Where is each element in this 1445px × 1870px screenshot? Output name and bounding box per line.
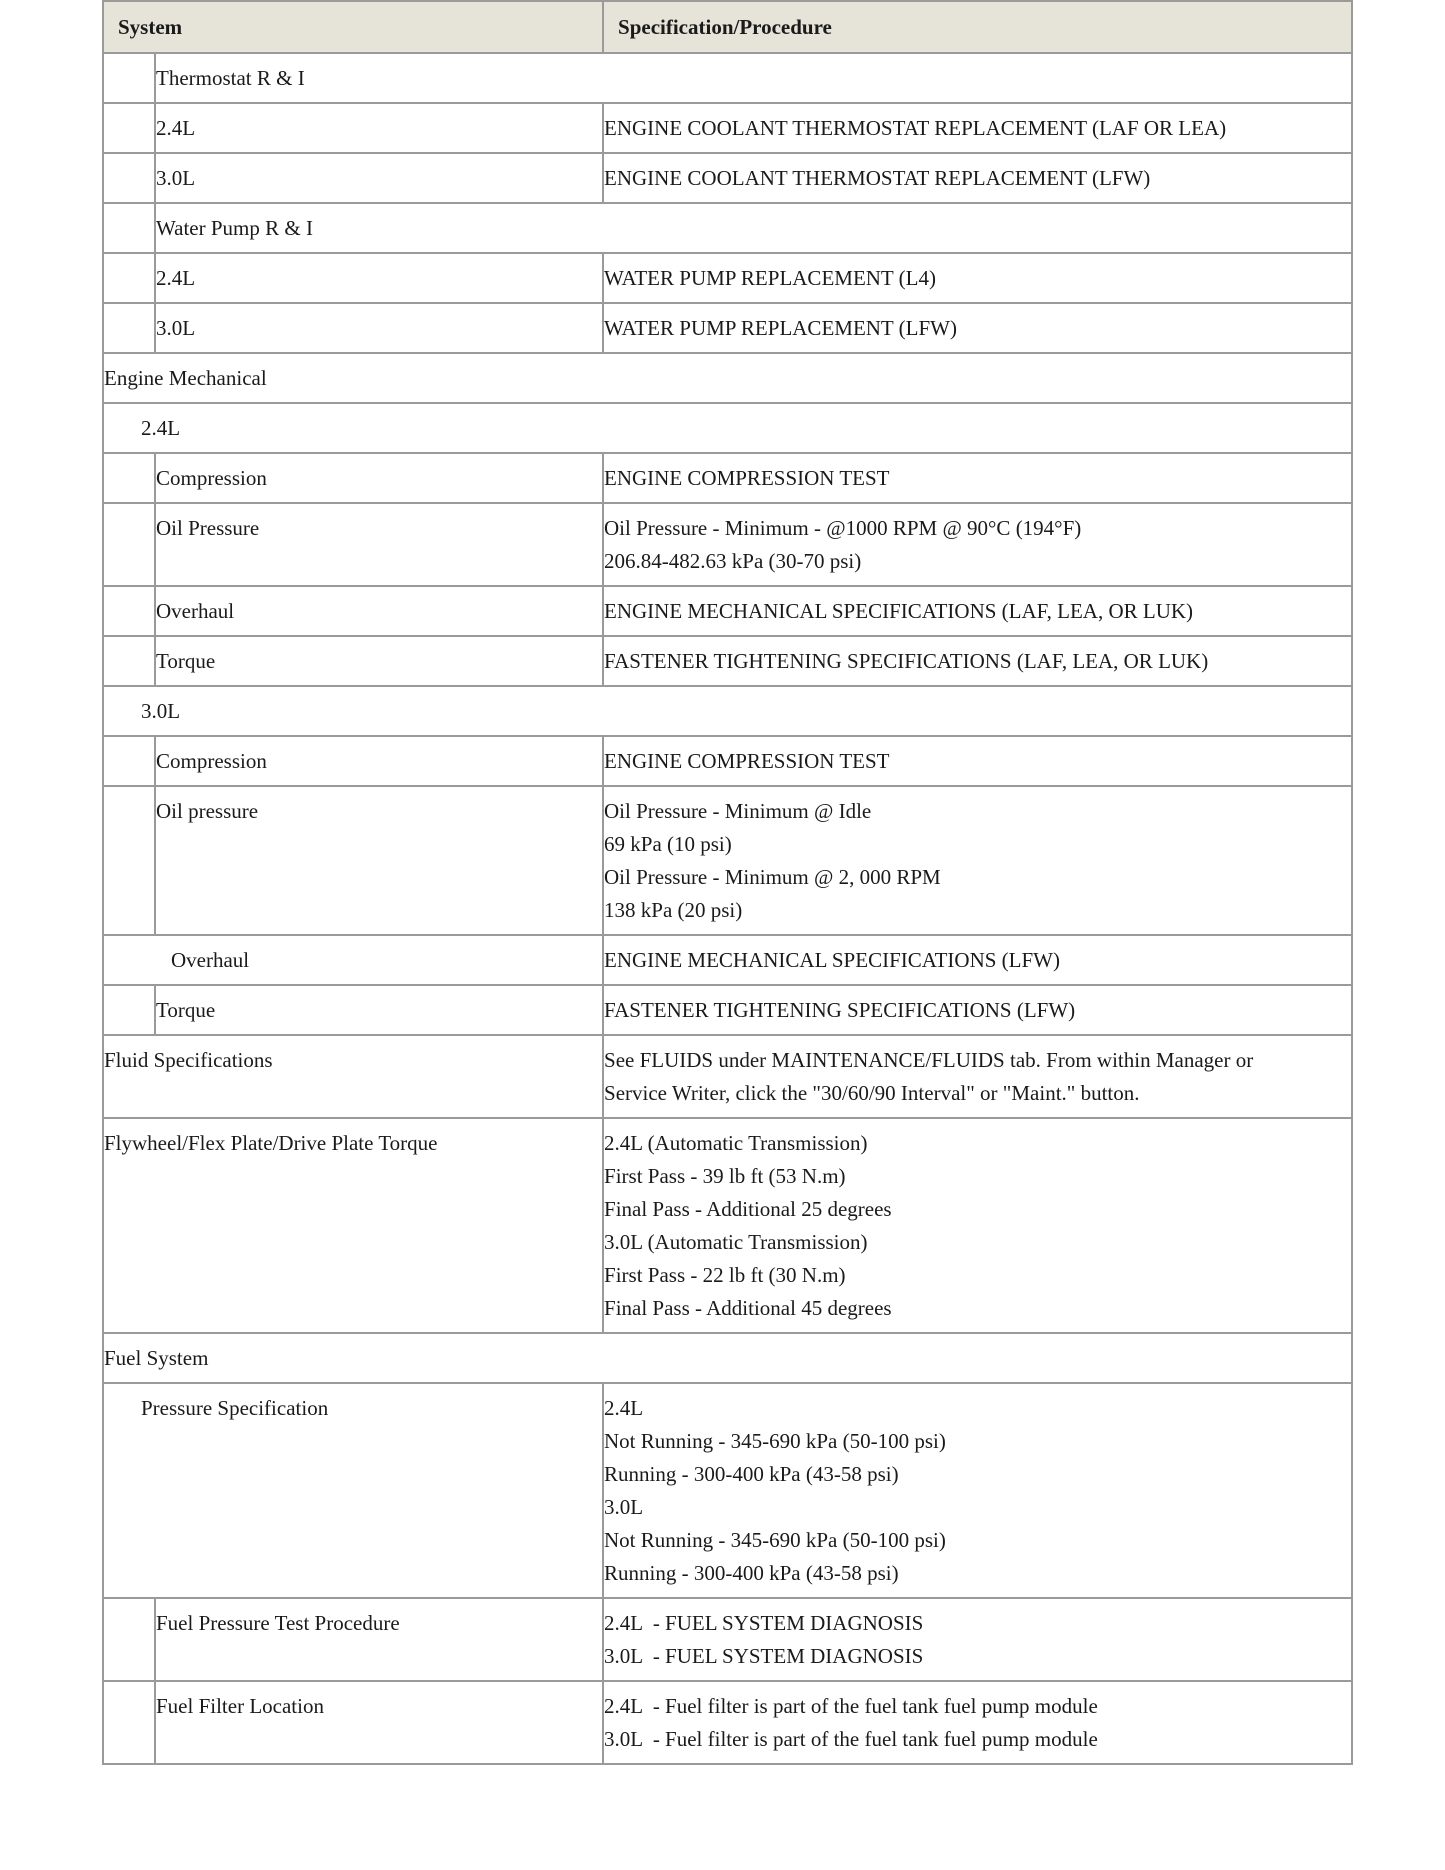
spec-line: Running - 300-400 kPa (43-58 psi)	[604, 1561, 899, 1585]
spec-line: Final Pass - Additional 45 degrees	[604, 1296, 892, 1320]
spec-line: 3.0L	[604, 1495, 644, 1519]
engine-30-overhaul-spec: ENGINE MECHANICAL SPECIFICATIONS (LFW)	[603, 935, 1352, 985]
engine-30-torque-label: Torque	[155, 985, 603, 1035]
spec-line: 69 kPa (10 psi)	[604, 832, 732, 856]
spec-line: See FLUIDS under MAINTENANCE/FLUIDS tab. From within Manager or	[604, 1048, 1254, 1072]
spec-line: 3.0L (Automatic Transmission)	[604, 1230, 868, 1254]
table-row	[103, 736, 1352, 786]
indent-cell	[103, 636, 155, 686]
indent-cell	[103, 503, 155, 586]
table-row	[103, 1333, 1352, 1383]
pressure-spec	[603, 1383, 1352, 1598]
fuel-test-spec	[603, 1598, 1352, 1681]
indent-cell	[103, 103, 155, 153]
table-row	[103, 686, 1352, 736]
spec-line: First Pass - 22 lb ft (30 N.m)	[604, 1263, 846, 1287]
table-row	[103, 253, 1352, 303]
spec-line: 3.0L - FUEL SYSTEM DIAGNOSIS	[604, 1644, 924, 1668]
spec-line: First Pass - 39 lb ft (53 N.m)	[604, 1164, 846, 1188]
water-pump-30-label: 3.0L	[155, 303, 603, 353]
spec-line: 2.4L - FUEL SYSTEM DIAGNOSIS	[604, 1611, 924, 1635]
engine-30-torque-spec: FASTENER TIGHTENING SPECIFICATIONS (LFW)	[603, 985, 1352, 1035]
table-row	[103, 453, 1352, 503]
indent-cell	[103, 453, 155, 503]
table-row	[103, 586, 1352, 636]
fuel-filter-label: Fuel Filter Location	[155, 1681, 603, 1764]
spec-line: 2.4L - Fuel filter is part of the fuel tank fuel pump module	[604, 1694, 1098, 1718]
fluid-label: Fluid Specifications	[103, 1035, 603, 1118]
indent-cell	[103, 586, 155, 636]
indent-cell	[103, 1681, 155, 1764]
thermostat-30-spec: ENGINE COOLANT THERMOSTAT REPLACEMENT (LFW)	[603, 153, 1352, 203]
spec-line: Final Pass - Additional 25 degrees	[604, 1197, 892, 1221]
thermostat-30-label: 3.0L	[155, 153, 603, 203]
engine-24-oil-label: Oil Pressure	[155, 503, 603, 586]
table-row	[103, 1681, 1352, 1764]
table-row	[103, 153, 1352, 203]
engine-30-oil-label: Oil pressure	[155, 786, 603, 935]
fuel-filter-spec	[603, 1681, 1352, 1764]
thermostat-24-spec: ENGINE COOLANT THERMOSTAT REPLACEMENT (LAF OR LEA)	[603, 103, 1352, 153]
spec-line: Oil Pressure - Minimum @ Idle	[604, 799, 872, 823]
spec-line: Oil Pressure - Minimum - @1000 RPM @ 90°C (194°F)	[604, 516, 1082, 540]
engine-30-heading: 3.0L	[103, 686, 1352, 736]
table-row	[103, 935, 1352, 985]
water-pump-30-spec: WATER PUMP REPLACEMENT (LFW)	[603, 303, 1352, 353]
table-row	[103, 353, 1352, 403]
table-row	[103, 985, 1352, 1035]
table-row	[103, 636, 1352, 686]
thermostat-heading: Thermostat R & I	[155, 53, 1352, 103]
engine-24-compression-label: Compression	[155, 453, 603, 503]
header-spec: Specification/Procedure	[603, 1, 1352, 53]
indent-cell	[103, 985, 155, 1035]
indent-cell	[103, 203, 155, 253]
header-system: System	[103, 1, 603, 53]
thermostat-24-label: 2.4L	[155, 103, 603, 153]
spec-line: 2.4L (Automatic Transmission)	[604, 1131, 868, 1155]
spec-line: Not Running - 345-690 kPa (50-100 psi)	[604, 1429, 946, 1453]
indent-cell	[103, 303, 155, 353]
table-row	[103, 103, 1352, 153]
indent-cell	[103, 153, 155, 203]
engine-24-heading: 2.4L	[103, 403, 1352, 453]
table-row	[103, 1118, 1352, 1333]
engine-mechanical-heading: Engine Mechanical	[103, 353, 1352, 403]
spec-line: Oil Pressure - Minimum @ 2, 000 RPM	[604, 865, 941, 889]
engine-24-torque-label: Torque	[155, 636, 603, 686]
spec-table	[102, 0, 1353, 1765]
engine-30-compression-label: Compression	[155, 736, 603, 786]
spec-line: 2.4L	[604, 1396, 644, 1420]
table-row	[103, 1383, 1352, 1598]
spec-line: 138 kPa (20 psi)	[604, 898, 743, 922]
indent-cell	[103, 53, 155, 103]
fluid-spec	[603, 1035, 1352, 1118]
water-pump-24-label: 2.4L	[155, 253, 603, 303]
table-row	[103, 1598, 1352, 1681]
engine-30-overhaul-label: Overhaul	[103, 935, 603, 985]
indent-cell	[103, 736, 155, 786]
indent-cell	[103, 253, 155, 303]
fuel-test-label: Fuel Pressure Test Procedure	[155, 1598, 603, 1681]
engine-24-oil-spec	[603, 503, 1352, 586]
pressure-spec-label: Pressure Specification	[103, 1383, 603, 1598]
spec-line: Service Writer, click the "30/60/90 Interval" or "Maint." button.	[604, 1081, 1140, 1105]
engine-24-compression-spec: ENGINE COMPRESSION TEST	[603, 453, 1352, 503]
water-pump-heading: Water Pump R & I	[155, 203, 1352, 253]
flywheel-label: Flywheel/Flex Plate/Drive Plate Torque	[103, 1118, 603, 1333]
table-row	[103, 53, 1352, 103]
water-pump-24-spec: WATER PUMP REPLACEMENT (L4)	[603, 253, 1352, 303]
spec-line: 3.0L - Fuel filter is part of the fuel tank fuel pump module	[604, 1727, 1098, 1751]
table-row	[103, 503, 1352, 586]
table-row	[103, 203, 1352, 253]
spec-line: 206.84-482.63 kPa (30-70 psi)	[604, 549, 862, 573]
table-row	[103, 786, 1352, 935]
spec-line: Not Running - 345-690 kPa (50-100 psi)	[604, 1528, 946, 1552]
fuel-system-heading: Fuel System	[103, 1333, 1352, 1383]
indent-cell	[103, 1598, 155, 1681]
table-row	[103, 303, 1352, 353]
engine-30-compression-spec: ENGINE COMPRESSION TEST	[603, 736, 1352, 786]
table-header-row	[103, 1, 1352, 53]
engine-24-overhaul-spec: ENGINE MECHANICAL SPECIFICATIONS (LAF, LEA, OR LUK)	[603, 586, 1352, 636]
table-row	[103, 403, 1352, 453]
flywheel-spec	[603, 1118, 1352, 1333]
spec-line: Running - 300-400 kPa (43-58 psi)	[604, 1462, 899, 1486]
indent-cell	[103, 786, 155, 935]
engine-24-overhaul-label: Overhaul	[155, 586, 603, 636]
engine-24-torque-spec: FASTENER TIGHTENING SPECIFICATIONS (LAF, LEA, OR LUK)	[603, 636, 1352, 686]
table-row	[103, 1035, 1352, 1118]
engine-30-oil-spec	[603, 786, 1352, 935]
